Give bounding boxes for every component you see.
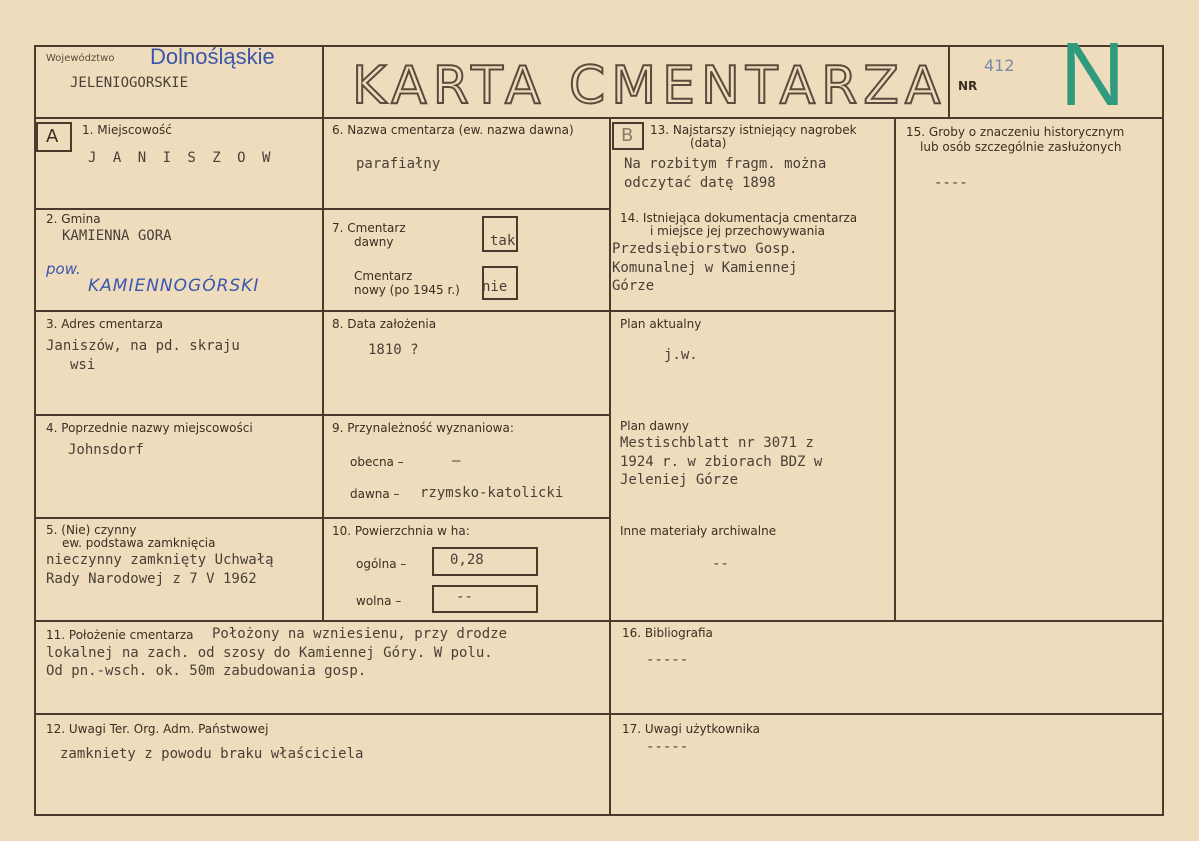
- field-9-dawna-label: dawna –: [350, 487, 400, 501]
- col-divider-4: [894, 117, 896, 620]
- field-1-label: 1. Miejscowość: [82, 123, 172, 137]
- field-17-label: 17. Uwagi użytkownika: [622, 722, 761, 736]
- header-col-divider-1: [322, 45, 324, 620]
- field-11-line1: Położony na wzniesienu, przy drodze: [212, 626, 508, 642]
- field-17-value: -----: [646, 739, 689, 755]
- plan-old-line3: Jeleniej Górze: [620, 472, 739, 488]
- field-15-label2: lub osób szczególnie zasłużonych: [920, 140, 1122, 154]
- nr-label: NR: [958, 79, 978, 93]
- field-14-line1: Przedsiębiorstwo Gosp.: [612, 241, 798, 257]
- field-7-nowy-value: nie: [482, 279, 508, 295]
- field-13-line1: Na rozbitym fragm. można: [624, 156, 827, 172]
- field-11-line2: lokalnej na zach. od szosy do Kamiennej Góry. W polu.: [46, 645, 493, 661]
- field-9-label: 9. Przynależność wyznaniowa:: [332, 421, 514, 435]
- nr-value: 412: [984, 56, 1015, 75]
- row-line-a4: [34, 517, 611, 519]
- section-b-letter: B: [621, 125, 634, 146]
- archives-value: --: [712, 556, 729, 572]
- plan-old-line1: Mestischblatt nr 3071 z: [620, 435, 814, 451]
- field-10-ogolna-box: [432, 547, 538, 576]
- field-2-hand-value: KAMIENNOGÓRSKI: [88, 276, 260, 296]
- field-15-value: ----: [934, 175, 968, 191]
- card-title: KARTA CMENTARZA: [352, 56, 947, 116]
- field-14-label1: 14. Istniejąca dokumentacja cmentarza: [620, 211, 858, 225]
- field-5-label1: 5. (Nie) czynny: [46, 523, 137, 537]
- border-right: [1162, 45, 1164, 816]
- field-10-wolna-box: [432, 585, 538, 613]
- field-3-label: 3. Adres cmentarza: [46, 317, 163, 331]
- field-14-label2: i miejsce jej przechowywania: [650, 224, 825, 238]
- field-13-label2: (data): [690, 136, 727, 150]
- field-13-line2: odczytać datę 1898: [624, 175, 776, 191]
- header-divider: [34, 117, 1164, 119]
- field-14-line2: Komunalnej w Kamiennej: [612, 260, 798, 276]
- plan-old-label: Plan dawny: [620, 419, 689, 433]
- field-8-label: 8. Data założenia: [332, 317, 437, 331]
- field-7-label: 7. Cmentarz: [332, 221, 406, 235]
- field-4-label: 4. Poprzednie nazwy miejscowości: [46, 421, 253, 435]
- field-3-line2: wsi: [70, 357, 96, 373]
- field-10-ogolna-label: ogólna –: [356, 557, 407, 571]
- field-7-nowy-label1: Cmentarz: [354, 269, 413, 283]
- field-12-label: 12. Uwagi Ter. Org. Adm. Państwowej: [46, 722, 269, 736]
- field-6-label: 6. Nazwa cmentarza (ew. nazwa dawna): [332, 123, 574, 137]
- plan-current-label: Plan aktualny: [620, 317, 702, 331]
- field-1-value: J A N I S Z O W: [88, 150, 275, 166]
- category-mark: N: [1060, 25, 1125, 125]
- voivodeship-stamp: Dolnośląskie: [150, 44, 275, 69]
- archives-label: Inne materiały archiwalne: [620, 524, 777, 538]
- field-14-line3: Górze: [612, 278, 655, 294]
- field-12-value: zamkniety z powodu braku właściciela: [60, 746, 364, 762]
- field-16-value: -----: [646, 652, 689, 668]
- field-11-line3: Od pn.-wsch. ok. 50m zabudowania gosp.: [46, 663, 367, 679]
- field-10-ogolna-value: 0,28: [450, 552, 484, 568]
- field-15-label1: 15. Groby o znaczeniu historycznym: [906, 125, 1125, 139]
- row-line-a2: [34, 310, 896, 312]
- header-col-divider-2: [948, 45, 950, 119]
- field-2-value: KAMIENNA GORA: [62, 228, 172, 244]
- border-bottom: [34, 814, 1164, 816]
- row-line-a3: [34, 414, 611, 416]
- field-5-line2: Rady Narodowej z 7 V 1962: [46, 571, 257, 587]
- row-line-bottom: [34, 713, 1164, 715]
- row-line-a1: [34, 208, 611, 210]
- field-13-label1: 13. Najstarszy istniejący nagrobek: [650, 123, 857, 137]
- col-divider-3: [609, 117, 611, 814]
- field-9-obecna-label: obecna –: [350, 455, 404, 469]
- field-16-label: 16. Bibliografia: [622, 626, 713, 640]
- field-5-label2: ew. podstawa zamknięcia: [62, 536, 216, 550]
- plan-current-value: j.w.: [664, 347, 698, 363]
- field-3-line1: Janiszów, na pd. skraju: [46, 338, 240, 354]
- field-4-value: Johnsdorf: [68, 442, 144, 458]
- field-10-wolna-label: wolna –: [356, 594, 402, 608]
- field-7-nowy-label2: nowy (po 1945 r.): [354, 283, 460, 297]
- section-a-letter: A: [46, 126, 59, 147]
- voivodeship-typed: JELENIOGORSKIE: [70, 75, 189, 91]
- field-10-wolna-value: --: [456, 589, 473, 605]
- field-8-value: 1810 ?: [368, 342, 419, 358]
- field-6-value: parafiałny: [356, 156, 441, 172]
- field-11-label: 11. Położenie cmentarza: [46, 628, 194, 642]
- field-10-label: 10. Powierzchnia w ha:: [332, 524, 470, 538]
- plan-old-line2: 1924 r. w zbiorach BDZ w: [620, 454, 823, 470]
- border-left: [34, 45, 36, 816]
- field-5-line1: nieczynny zamknięty Uchwałą: [46, 552, 274, 568]
- field-7-dawny-value: tak: [490, 233, 516, 249]
- field-9-obecna-value: —: [452, 453, 461, 469]
- field-9-dawna-value: rzymsko-katolicki: [420, 485, 564, 501]
- field-2-hand-prefix: pow.: [46, 260, 81, 278]
- field-7-dawny-label: dawny: [354, 235, 394, 249]
- field-2-label: 2. Gmina: [46, 212, 101, 226]
- row-line-main: [34, 620, 1164, 622]
- voivodeship-label: Województwo: [46, 53, 115, 64]
